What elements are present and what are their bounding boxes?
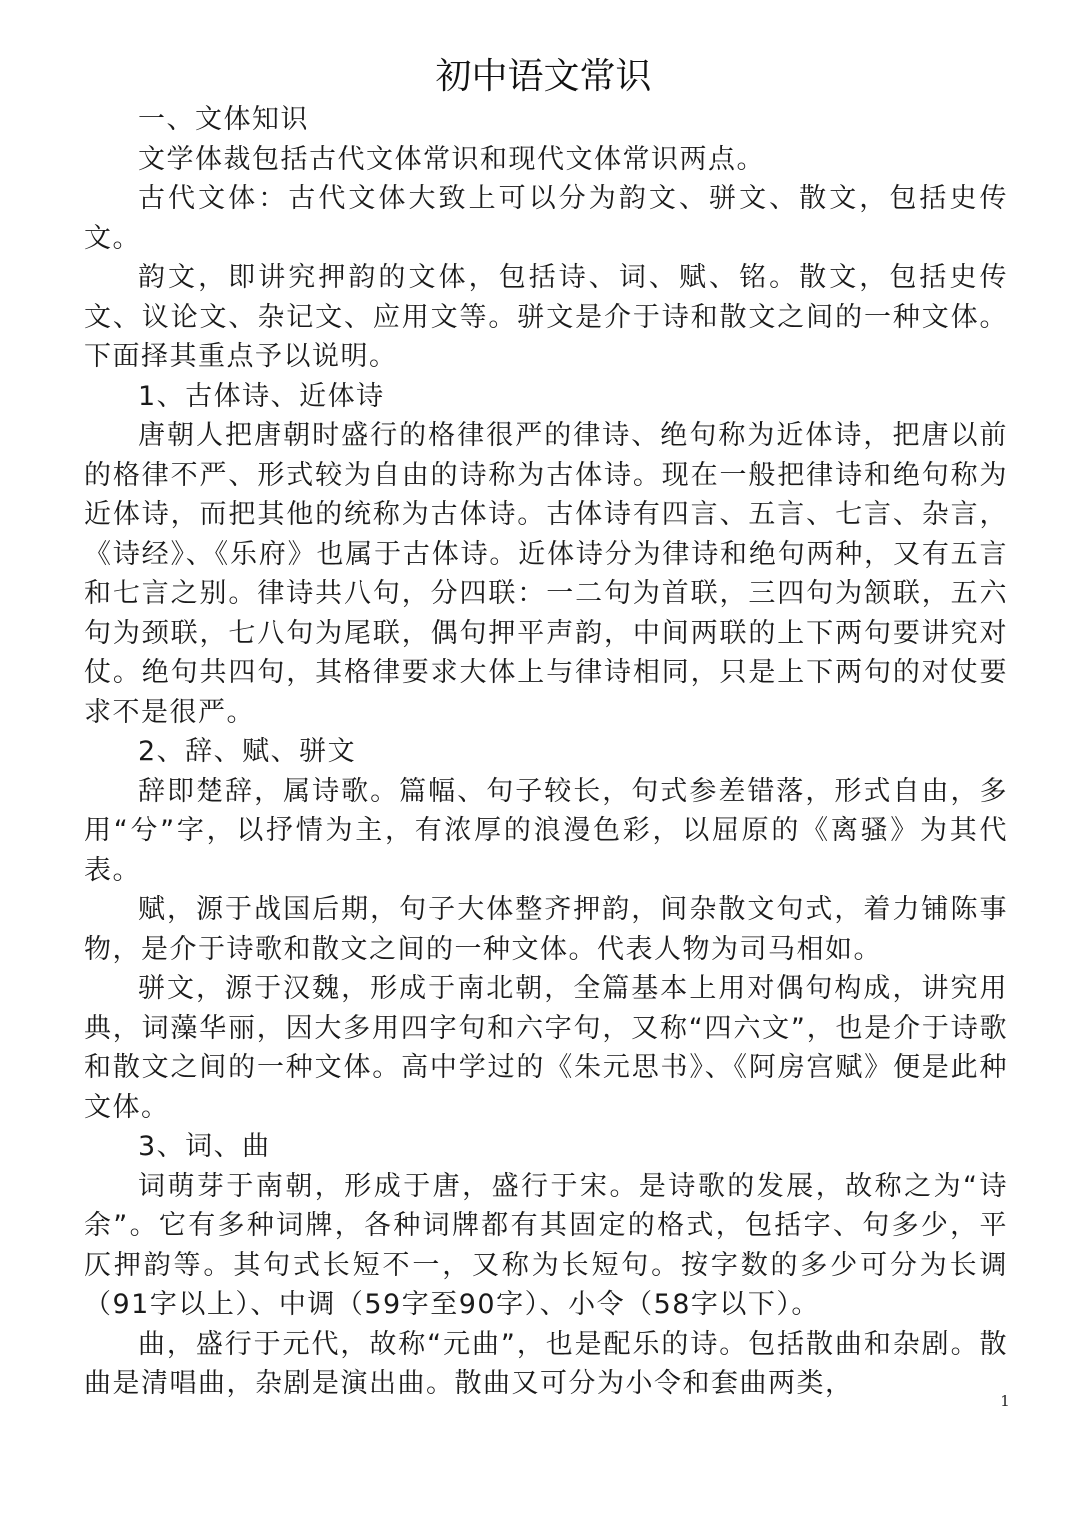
subsection-heading: 3、词、曲 [138, 1131, 271, 1162]
document-body [84, 100, 1008, 1404]
paragraph: 曲，盛行于元代，故称“元曲”，也是配乐的诗。包括散曲和杂剧。散曲是清唱曲，杂剧是演出曲。散曲又可分为小令和套曲两类， [84, 1328, 1008, 1399]
subsection-heading: 2、辞、赋、骈文 [138, 736, 357, 767]
paragraph: 赋，源于战国后期，句子大体整齐押韵，间杂散文句式，着力铺陈事物，是介于诗歌和散文之间的一种文体。代表人物为司马相如。 [84, 894, 1008, 965]
paragraph: 古代文体：古代文体大致上可以分为韵文、骈文、散文，包括史传文。 [84, 183, 1008, 254]
paragraph: 辞即楚辞，属诗歌。篇幅、句子较长，句式参差错落，形式自由，多用“兮”字，以抒情为主，有浓厚的浪漫色彩，以屈原的《离骚》为其代表。 [84, 775, 1008, 886]
page-number: 1 [1000, 1392, 1010, 1410]
subsection-heading: 1、古体诗、近体诗 [138, 380, 385, 412]
page-title: 初中语文常识 [435, 56, 652, 97]
section-heading: 一、文体知识 [138, 104, 309, 135]
paragraph: 唐朝人把唐朝时盛行的格律很严的律诗、绝句称为近体诗，把唐以前的格律不严、形式较为自由的诗称为古体诗。现在一般把律诗和绝句称为近体诗，而把其他的统称为古体诗。古体诗有四言、五言、七言、杂言，《诗经》、《乐府》也属于古体诗。近体诗分为律诗和绝句两种，又有五言和七言之别。律诗共八句，分四联：一二句为首联，三四句为颔联，五六句为颈联，七八句为尾联，偶句押平声韵，中间两联的上下两句要讲究对仗。绝句共四句，其格律要求大体上与律诗相同，只是上下两句的对仗要求不是很严。 [84, 420, 1008, 728]
paragraph: 文学体裁包括古代文体常识和现代文体常识两点。 [138, 143, 765, 175]
paragraph: 骈文，源于汉魏，形成于南北朝，全篇基本上用对偶句构成，讲究用典，词藻华丽，因大多用四字句和六字句，又称“四六文”，也是介于诗歌和散文之间的一种文体。高中学过的《朱元思书》、《阿房宫赋》便是此种文体。 [84, 973, 1008, 1123]
paragraph: 韵文，即讲究押韵的文体，包括诗、词、赋、铭。散文，包括史传文、议论文、杂记文、应用文等。骈文是介于诗和散文之间的一种文体。下面择其重点予以说明。 [84, 262, 1008, 372]
paragraph: 词萌芽于南朝，形成于唐，盛行于宋。是诗歌的发展，故称之为“诗余”。它有多种词牌，各种词牌都有其固定的格式，包括字、句多少，平仄押韵等。其句式长短不一，又称为长短句。按字数的多少可分为长调（91字以上）、中调（59字至90字）、小令（58字以下）。 [84, 1170, 1008, 1320]
